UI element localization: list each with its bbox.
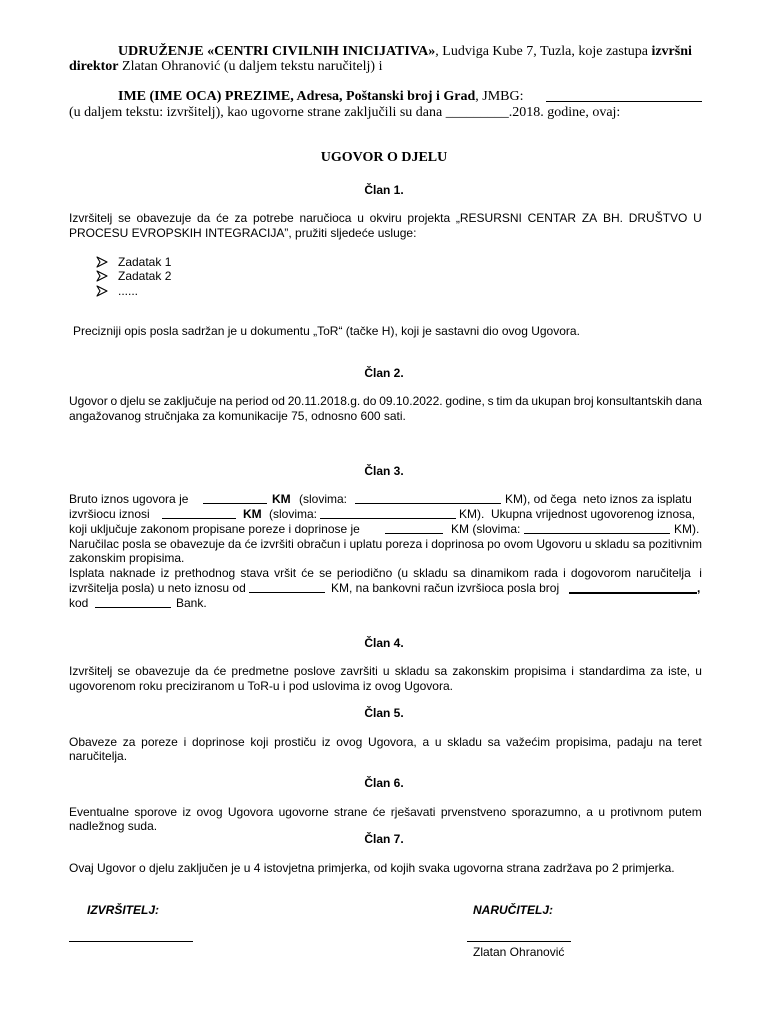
word: naknade xyxy=(109,566,156,580)
article-1-heading: Član 1. xyxy=(364,183,404,197)
word: s xyxy=(487,394,494,408)
word: Izvršitelj xyxy=(69,664,113,678)
word: rada xyxy=(533,566,558,580)
task-label: ...... xyxy=(118,284,139,298)
article-5-line-1 xyxy=(69,735,702,749)
word: ovog xyxy=(196,805,223,819)
intro-line-1 xyxy=(118,44,704,59)
word: prethodnog xyxy=(174,566,236,580)
word: a xyxy=(586,805,593,819)
word: i xyxy=(563,566,566,580)
word: vršit xyxy=(274,566,297,580)
word: na xyxy=(219,394,233,408)
article-1-line-2: PROCESU EVROPSKIH INTEGRACIJA”, pružiti sljedeće usluge: xyxy=(69,226,417,240)
contractor-signature-label: IZVRŠITELJ: xyxy=(87,903,160,917)
word: obračun xyxy=(297,537,341,551)
net-amount-words-blank[interactable] xyxy=(320,507,456,519)
article-5-line-2: naručitelja. xyxy=(69,749,128,763)
intro-line-2: direktor Zlatan Ohranović (u daljem tekstu naručitelj) i xyxy=(69,59,383,74)
word: 20.11.2018.g. xyxy=(287,394,361,408)
word: da xyxy=(227,537,242,551)
word: CENTAR xyxy=(527,211,577,225)
word: sa xyxy=(452,566,466,580)
jmbg-label: , JMBG: xyxy=(475,89,524,104)
word: DRUŠTVO xyxy=(628,211,688,225)
word: prvenstveno xyxy=(440,805,507,819)
word: u xyxy=(434,735,442,749)
word: sa xyxy=(434,664,448,678)
word: Izvršitelj xyxy=(69,211,113,225)
article-7-line-1: Ovaj Ugovor o djelu zaključen je u 4 istovjetna primjerka, od kojih svaka ugovorna strana zadržava po 2 primjerka. xyxy=(69,861,675,875)
word: Ugovora, xyxy=(368,735,417,749)
word: broj xyxy=(573,394,594,408)
article-3-line-8: kod Bank. xyxy=(69,596,207,610)
word: u xyxy=(584,537,592,551)
word: u xyxy=(382,664,390,678)
word: Obaveze xyxy=(69,735,118,749)
word: tim xyxy=(496,394,513,408)
word: se xyxy=(319,566,332,580)
word: putem xyxy=(668,805,702,819)
word: koji xyxy=(250,735,269,749)
word: Ugovoru xyxy=(536,537,582,551)
word: će xyxy=(372,805,386,819)
word: Isplata xyxy=(69,566,105,580)
word: izvršiti xyxy=(260,537,294,551)
article-5-heading: Član 5. xyxy=(364,706,404,720)
word: standardima xyxy=(579,664,646,678)
word: do xyxy=(363,394,377,408)
word: u xyxy=(695,664,702,678)
word: sporove xyxy=(134,805,178,819)
total-amount-blank[interactable] xyxy=(385,522,443,534)
word: iz xyxy=(160,566,170,580)
bank-name-blank[interactable] xyxy=(95,596,171,608)
article-1-line-1 xyxy=(69,211,702,225)
client-signature-label: NARUČITELJ: xyxy=(473,903,553,917)
word: poreza xyxy=(385,537,423,551)
word: okviru xyxy=(369,211,402,225)
word: da xyxy=(515,394,529,408)
organization-name: UDRUŽENJE «CENTRI CIVILNIH INICIJATIVA» xyxy=(118,44,436,59)
word: skladu xyxy=(594,537,630,551)
word: i xyxy=(695,566,702,580)
word: za xyxy=(650,664,663,678)
word: iz xyxy=(182,805,192,819)
word: ugovorne xyxy=(278,805,329,819)
article-6-heading: Član 6. xyxy=(364,776,404,790)
word: posla xyxy=(122,537,151,551)
article-6-line-1 xyxy=(69,805,702,819)
word: obavezuje xyxy=(170,537,225,551)
word: zaključuje xyxy=(163,394,217,408)
word: se xyxy=(118,211,131,225)
bank-account-blank[interactable] xyxy=(569,581,697,594)
word: 09.10.2022. xyxy=(379,394,443,408)
word: doprinosa xyxy=(431,537,484,551)
word: Eventualne xyxy=(69,805,130,819)
word: Naručilac xyxy=(69,537,120,551)
word: i xyxy=(425,537,429,551)
word: i xyxy=(571,664,574,678)
article-3-line-3: koji uključuje zakonom propisane poreze i doprinose je KM (slovima: KM). xyxy=(69,522,700,536)
word: strane xyxy=(334,805,368,819)
word: će xyxy=(244,537,258,551)
total-amount-words-blank[interactable] xyxy=(524,522,670,534)
article-4-line-2: ugovorenom roku preciziranom u ToR-u i pod uslovima iz ovog Ugovora. xyxy=(69,679,453,693)
client-signature-line[interactable] xyxy=(467,941,571,942)
task-item xyxy=(96,269,171,283)
word: obavezuje xyxy=(135,664,190,678)
article-4-heading: Član 4. xyxy=(364,636,404,650)
word: da xyxy=(195,664,209,678)
word: ukupan xyxy=(531,394,571,408)
word: a xyxy=(422,735,430,749)
word: projekta xyxy=(407,211,451,225)
word: poslove xyxy=(293,664,336,678)
word: potrebe xyxy=(252,211,294,225)
article-3-line-5: zakonskim propisima. xyxy=(69,551,185,565)
article-2-line-2: angažovanog stručnjaka za komunikacije 75, odnosno 600 sati. xyxy=(69,409,406,423)
article-4-line-1 xyxy=(69,664,702,678)
word: skladu xyxy=(394,664,430,678)
word: naručitelja xyxy=(636,566,691,580)
word: od xyxy=(271,394,285,408)
word: za xyxy=(234,211,248,225)
word: u xyxy=(598,805,606,819)
arrowhead-bullet-icon xyxy=(96,270,108,282)
word: doprinose xyxy=(191,735,245,749)
gross-amount-blank[interactable] xyxy=(203,492,267,504)
word: padaju xyxy=(616,735,653,749)
word: zakonskim xyxy=(452,664,510,678)
jmbg-blank[interactable] xyxy=(546,101,702,102)
word: prostiču xyxy=(274,735,317,749)
word: ZA xyxy=(581,211,598,225)
word: sa xyxy=(632,537,646,551)
contractor-signature-line[interactable] xyxy=(69,941,193,942)
contract-parties-line: (u daljem tekstu: izvršitelj), kao ugovorne strane zaključili su dana _________.2018. godine, ovaj: xyxy=(69,105,621,120)
article-3-line-1: Bruto iznos ugovora je KM (slovima: KM), od čega neto iznos za isplatu xyxy=(69,492,692,506)
word: poreze xyxy=(141,735,178,749)
word: iz xyxy=(321,735,331,749)
word: protivnom xyxy=(610,805,664,819)
word: važećim xyxy=(506,735,551,749)
gross-amount-words-blank[interactable] xyxy=(355,492,501,504)
word: propisima, xyxy=(555,735,612,749)
contractor-line xyxy=(118,89,524,104)
word: o xyxy=(110,394,118,408)
word: Ugovora xyxy=(227,805,274,819)
word: stava xyxy=(240,566,269,580)
article-3-line-4 xyxy=(69,537,702,551)
task-item xyxy=(96,255,171,269)
word: (u xyxy=(397,566,409,580)
net-amount-blank[interactable] xyxy=(162,507,236,519)
word: predmetne xyxy=(231,664,289,678)
director-line: Zlatan Ohranović (u daljem tekstu naručitelj) i xyxy=(118,59,383,74)
word: U xyxy=(693,211,702,225)
word: „RESURSNI xyxy=(455,211,522,225)
word: obavezuje xyxy=(136,211,192,225)
word: na xyxy=(658,735,673,749)
word: BH. xyxy=(602,211,623,225)
organization-address: , Ludviga Kube 7, Tuzla, koje zastupa xyxy=(435,44,652,59)
word: uplatu xyxy=(349,537,383,551)
word: sa xyxy=(487,735,501,749)
word: djelu xyxy=(120,394,146,408)
word: ovog xyxy=(336,735,363,749)
word: će xyxy=(213,664,227,678)
article-7-heading: Član 7. xyxy=(364,832,404,846)
word: se xyxy=(117,664,131,678)
word: će xyxy=(301,566,314,580)
word: dogovorom xyxy=(570,566,631,580)
task-label: Zadatak 2 xyxy=(118,269,172,283)
word: ovom xyxy=(503,537,534,551)
word: dana xyxy=(675,394,702,408)
word: naručioca xyxy=(299,211,352,225)
word: po xyxy=(487,537,501,551)
client-signatory-name: Zlatan Ohranović xyxy=(473,945,565,959)
net-payment-blank[interactable] xyxy=(249,581,325,593)
article-3-line-2: izvršiocu iznosi KM (slovima: KM). Ukupna vrijednost ugovorenog iznosa, xyxy=(69,507,696,521)
word: periodično xyxy=(336,566,393,580)
article-1-detail: Precizniji opis posla sadržan je u dokumentu „ToR“ (tačke H), koji je sastavni dio ovog Ugovora. xyxy=(73,324,580,338)
word: propisima xyxy=(514,664,567,678)
article-6-line-2: nadležnog suda. xyxy=(69,819,158,833)
word: period xyxy=(235,394,269,408)
article-2-heading: Član 2. xyxy=(364,366,404,380)
article-3-heading: Član 3. xyxy=(364,464,404,478)
word: skladu xyxy=(413,566,448,580)
word: pozitivnim xyxy=(648,537,702,551)
word: sporazumno, xyxy=(511,805,581,819)
word: teret xyxy=(677,735,702,749)
word: završiti xyxy=(340,664,378,678)
word: se xyxy=(154,537,167,551)
arrowhead-bullet-icon xyxy=(96,285,108,297)
word: Ugovor xyxy=(69,394,108,408)
word: i xyxy=(183,735,187,749)
word: konsultantskih xyxy=(596,394,673,408)
word: rješavati xyxy=(390,805,436,819)
word: dinamikom xyxy=(470,566,529,580)
contractor-name: IME (IME OCA) PREZIME, Adresa, Poštanski broj i Grad xyxy=(118,89,476,104)
word: za xyxy=(122,735,136,749)
word: se xyxy=(148,394,161,408)
word: i xyxy=(343,537,347,551)
document-title: UGOVOR O DJELU xyxy=(320,150,448,165)
article-3-line-6 xyxy=(69,566,702,580)
word: skladu xyxy=(447,735,482,749)
task-item xyxy=(96,284,138,298)
represented-by: izvršni xyxy=(651,44,692,59)
arrowhead-bullet-icon xyxy=(96,256,108,268)
word: godine, xyxy=(445,394,485,408)
word: će xyxy=(216,211,229,225)
word: u xyxy=(357,211,364,225)
task-label: Zadatak 1 xyxy=(118,255,172,269)
article-3-line-7: izvršitelja posla) u neto iznosu od KM, na bankovni račun izvršioca posla broj , xyxy=(69,581,701,595)
word: da xyxy=(197,211,211,225)
word: iste, xyxy=(668,664,691,678)
article-2-line-1 xyxy=(69,394,702,408)
